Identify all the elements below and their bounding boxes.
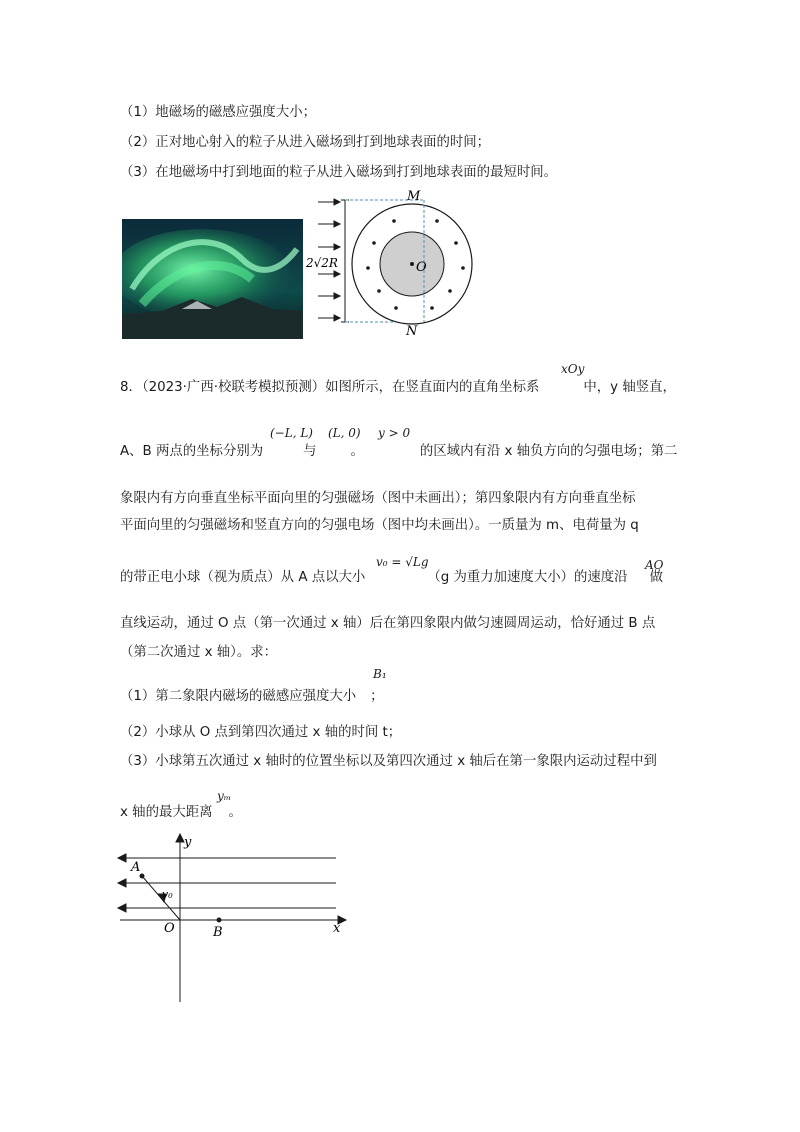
q8-line-6: 直线运动，通过 O 点（第一次通过 x 轴）后在第四象限内做匀速圆周运动，恰好通过 B 点 [120, 616, 656, 631]
width-label: 2√2R [306, 256, 338, 270]
q8-header-prefix: 8．（2023·广西·校联考模拟预测）如图所示，在竖直面内的直角坐标系 [120, 380, 540, 395]
q8-item3-end-a: x 轴的最大距离 [120, 805, 213, 820]
q8-item-1 [120, 685, 384, 704]
label-M: M [407, 189, 421, 204]
point-B-coords: (L, 0) [328, 426, 361, 440]
q8-line2-dot: 。 [350, 444, 364, 459]
q8-item3-end-b: 。 [228, 805, 242, 820]
q8-line-2 [120, 440, 677, 459]
q8-item1-b: ； [370, 689, 384, 704]
q8-line-3: 象限内有方向垂直坐标平面向里的匀强磁场（图中未画出）；第四象限内有方向垂直坐标 [120, 491, 636, 506]
q8-line5-b: （g 为重力加速度大小）的速度沿 [427, 570, 628, 585]
q8-line-7: （第二次通过 x 轴）。求： [120, 645, 278, 660]
q7-item-3: （3）在地磁场中打到地面的粒子从进入磁场到打到地球表面的最短时间。 [120, 165, 558, 180]
coord-system: xOy [561, 362, 585, 376]
q7-item-1: （1）地磁场的磁感应强度大小； [120, 105, 316, 120]
q8-item-3: （3）小球第五次通过 x 轴时的位置坐标以及第四次通过 x 轴后在第一象限内运动过程中到 [120, 754, 657, 769]
y-condition: y > 0 [378, 426, 411, 440]
axis-y-label: y [184, 835, 192, 850]
point-B-label: B [213, 925, 223, 940]
q8-header-suffix: 中，y 轴竖直， [583, 380, 676, 395]
q8-line2-and: 与 [303, 444, 317, 459]
point-A-coords: (−L, L) [270, 426, 313, 440]
axis-x-label: x [333, 921, 341, 936]
B1-label: B₁ [373, 667, 387, 681]
point-A-label: A [131, 860, 141, 875]
q8-header [120, 376, 676, 395]
ym-label: yₘ [217, 789, 232, 803]
coordinate-diagram [112, 832, 352, 1007]
q8-line2-b: 的区域内有沿 x 轴负方向的匀强电场；第二 [419, 444, 678, 459]
v0-label: v₀ [162, 888, 173, 901]
q8-line5-c: 做 [649, 570, 663, 585]
q8-line2-a: A、B 两点的坐标分别为 [120, 444, 264, 459]
q8-item-2: （2）小球从 O 点到第四次通过 x 轴的时间 t； [120, 725, 402, 740]
AO-label: AO [645, 558, 664, 572]
aurora-photo [122, 219, 303, 339]
v0-formula: v₀ = √Lg [376, 555, 429, 569]
label-O: O [416, 260, 427, 275]
label-N: N [406, 324, 418, 338]
origin-label: O [164, 921, 175, 936]
q8-item1-a: （1）第二象限内磁场的磁感应强度大小 [120, 689, 357, 704]
q8-item-3-end [120, 801, 242, 820]
q7-item-2: （2）正对地心射入的粒子从进入磁场到打到地球表面的时间； [120, 135, 491, 150]
q8-line-4: 平面向里的匀强磁场和竖直方向的匀强电场（图中均未画出）。一质量为 m、电荷量为 q [120, 518, 639, 533]
q8-line5-a: 的带正电小球（视为质点）从 A 点以大小 [120, 570, 366, 585]
earth-field-diagram [304, 188, 489, 338]
